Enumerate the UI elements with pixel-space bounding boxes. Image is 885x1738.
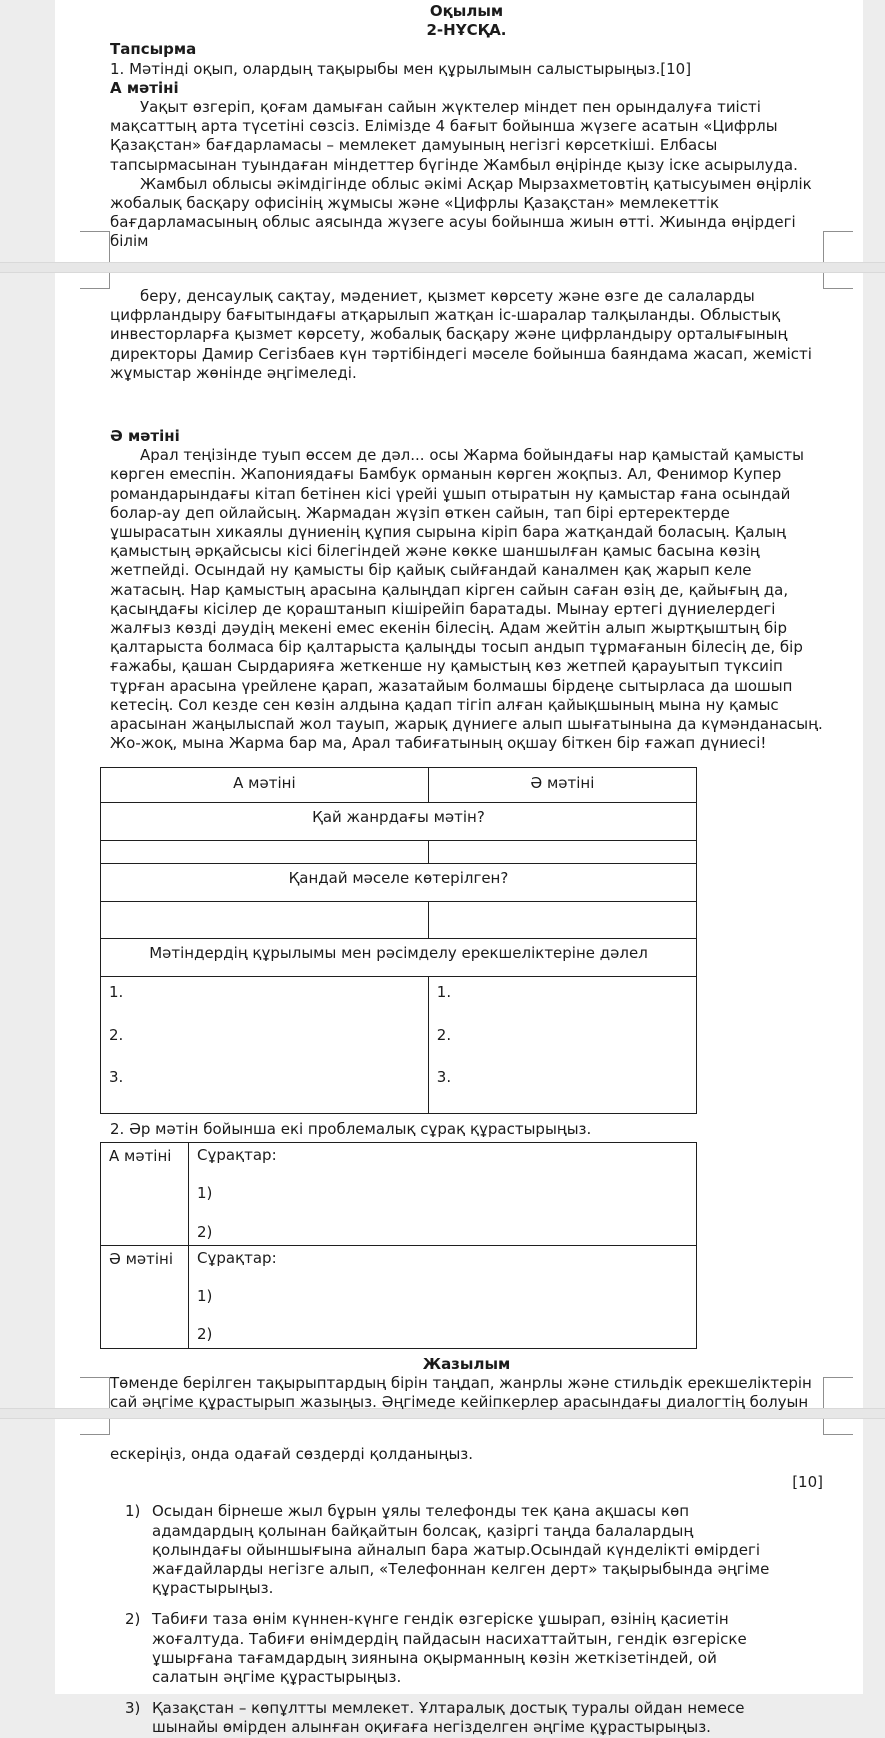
doc-title: Оқылым xyxy=(429,2,504,20)
task1-text: 1. Мәтінді оқып, олардың тақырыбы мен құрылымын салыстырыңыз.[10] xyxy=(110,59,692,78)
table1-question-issue: Қандай мәселе көтерілген? xyxy=(101,864,697,902)
comparison-table xyxy=(100,767,697,1114)
topics-list xyxy=(125,1502,773,1737)
topic-text: Қазақстан – көпұлтты мемлекет. Ұлтаралық достық туралы ойдан немесе шынайы өмірден алынған оқиғаға негізделген әңгіме құрастырыңыз. xyxy=(152,1699,745,1737)
table1-question-structure: Мәтіндердің құрылымы мен рәсімделу ерекшеліктеріне дәлел xyxy=(101,939,697,977)
question-item: 1) xyxy=(197,1287,213,1306)
table-row xyxy=(101,864,697,902)
list-item xyxy=(125,1699,773,1737)
writing-heading: Жазылым xyxy=(422,1354,511,1373)
list-number: 1. xyxy=(436,983,452,1002)
questions-cell-a xyxy=(189,1143,697,1246)
list-number: 1. xyxy=(109,983,124,1002)
question-item: 1) xyxy=(197,1184,213,1203)
list-number: 2. xyxy=(436,1025,452,1044)
table-row xyxy=(101,1245,697,1348)
crop-mark-top-left-icon xyxy=(80,1419,110,1435)
page-3 xyxy=(55,1419,863,1737)
table-row xyxy=(101,803,697,841)
table-row xyxy=(101,1143,697,1246)
topic-number: 3) xyxy=(125,1699,141,1718)
question-item: 2) xyxy=(197,1325,213,1344)
text-a-heading: А мәтіні xyxy=(110,78,179,97)
writing-intro-part1: Төменде берілген тақырыптардың бірін таңдап, жанрлы және стильдік ерекшеліктерін сай әңгіме құрастырып жазыңыз. Әңгімеде кейіпкерлер арасындағы диалогтің болуын xyxy=(110,1373,812,1411)
answer-cell-issue-a xyxy=(101,902,429,939)
topic-text: Табиғи таза өнім күннен-күнге гендік өзгеріске ұшырап, өзінің қасиетін жоғалтуда. Табиғи өнімдердің пайдасын насихаттайтын, гендік өзгеріске ұшырғана тағамдардың зиянына оқырманның көзін жеткізетіндей, ой салатын әңгіме құрастырыңыз. xyxy=(152,1610,747,1687)
table1-header-a: А мәтіні xyxy=(101,768,429,803)
task2-text: 2. Әр мәтін бойынша екі проблемалық сұрақ құрастырыңыз. xyxy=(110,1120,592,1139)
crop-mark-bottom-left-icon xyxy=(80,231,110,262)
list-item xyxy=(125,1610,773,1687)
list-number: 2. xyxy=(109,1025,124,1044)
answer-cell-issue-b xyxy=(428,902,696,939)
table-row xyxy=(101,977,697,1114)
text-a-paragraph-2-continued: беру, денсаулық сақтау, мәдениет, қызмет көрсету және өзге де салаларды цифрландыру бағытындағы атқарылып жатқан іс-шаралар талқыланды. Облыстық инвесторларға қызмет көрсету, жобалық басқару және цифрландыру орталығының директоры Дамир Сегізбаев күн тәртібіндегі мәселе бойынша баяндама жасап, жемісті жұмыстар жөнінде әңгімеледі. xyxy=(110,287,812,382)
questions-label: Сұрақтар: xyxy=(197,1146,277,1165)
page-gap-1 xyxy=(0,262,885,273)
table2-label-b: Ә мәтіні xyxy=(101,1245,189,1348)
list-item xyxy=(125,1502,773,1598)
page-1 xyxy=(55,0,863,262)
text-a-paragraph-2: Жамбыл облысы әкімдігінде облыс әкімі Асқар Мырзахметовтің қатысуымен өңірлік жобалық басқару офисінің жұмысы және «Цифрлы Қазақстан» мемлекеттік бағдарламасының облыс аясында жүзеге асуы бойынша жиын өтті. Жиында өңірдегі білім xyxy=(110,174,812,251)
table1-header-b: Ә мәтіні xyxy=(428,768,696,803)
answer-cell-genre-a xyxy=(101,841,429,864)
topic-number: 1) xyxy=(125,1502,141,1521)
answer-cell-structure-b xyxy=(428,977,696,1114)
table-row xyxy=(101,939,697,977)
list-number: 3. xyxy=(109,1067,124,1086)
crop-mark-top-right-icon xyxy=(823,1419,853,1435)
crop-mark-bottom-right-icon xyxy=(823,231,853,262)
table-row xyxy=(101,841,697,864)
text-a-paragraph-1: Уақыт өзгеріп, қоғам дамыған сайын жүктелер міндет пен орындалуға тиісті мақсаттың арта түсетіні сөзсіз. Елімізде 4 бағыт бойынша жүзеге асатын «Цифрлы Қазақстан» бағдарламасы – мемлекет дамуының негізгі көрсеткіші. Елбасы тапсырмасынан туындаған міндеттер бүгінде Жамбыл өңірінде қызу іске асырылуда. xyxy=(110,98,798,174)
table2-label-a: А мәтіні xyxy=(101,1143,189,1246)
question-item: 2) xyxy=(197,1222,213,1241)
score-badge: [10] xyxy=(792,1473,823,1492)
topic-text: Осыдан бірнеше жыл бұрын ұялы телефонды тек қана ақшасы көп адамдардың қолынан байқайтын болсақ, қазіргі таңда балалардың қолындағы ойыншығына айналып бара жатыр.Осындай күнделікті өмірдегі жағдайларды негізге алып, «Телефоннан келген дерт» тақырыбында әңгіме құрастырыңыз. xyxy=(152,1502,770,1598)
answer-cell-structure-a xyxy=(101,977,429,1114)
doc-variant: 2-НҰСҚА. xyxy=(426,21,507,40)
task-heading: Тапсырма xyxy=(110,40,197,59)
text-b-heading: Ә мәтіні xyxy=(110,427,180,446)
crop-mark-bottom-right-icon xyxy=(823,1377,853,1408)
crop-mark-top-right-icon xyxy=(823,273,853,289)
answer-cell-genre-b xyxy=(428,841,696,864)
page-2 xyxy=(55,273,863,1411)
table-row xyxy=(101,768,697,803)
table-row xyxy=(101,902,697,939)
crop-mark-top-left-icon xyxy=(80,273,110,289)
crop-mark-bottom-left-icon xyxy=(80,1377,110,1408)
table1-question-genre: Қай жанрдағы мәтін? xyxy=(101,803,697,841)
questions-table xyxy=(100,1142,697,1348)
questions-cell-b xyxy=(189,1245,697,1348)
list-number: 3. xyxy=(436,1067,452,1086)
questions-label: Сұрақтар: xyxy=(197,1248,277,1267)
writing-intro-part2: ескеріңіз, онда одағай сөздерді қолданыңыз. xyxy=(110,1445,474,1463)
text-b-paragraph: Арал теңізінде туып өссем де дәл... осы Жарма бойындағы нар қамыстай қамысты көрген емеспін. Жапониядағы Бамбук орманын көрген жоқпыз. Ал, Фенимор Купер романдарындағы кітап бетінен кісі үрейі ұшып отыратын ну қамыстар ғана осындай болар-ау деп ойлайсың. Жармадан жүзіп өткен сайын, тап бірі ертеректерде ұшырасатын хикаялы дүниенің құпия сырына кіріп бара жатқандай боласың. Қалың қамыстың әрқайсысы кісі білегіндей және көкке шаншылған қамыс басына көзің жетпейді. Осындай ну қамысты бір қайық сыйғандай каналмен қақ жарып келе жатасың. Нар қамыстың арасына қалыңдап кірген сайын саған өзің де, қайығың да, қасыңдағы кісілер де қораштанып кішірейіп баратады. Мынау ертегі дүниелердегі жалғыз көзді дәудің мекені емес екенін білесің. Адам жейтін алып жыртқыштың бір қалтарыста болмаса бір қалтарыста қалыңды тосып андып тұрмағанын білесің де, бір ғажабы, қашан Сырдарияға жеткенше ну қамыстың көз жетпей қарауытып түксиіп тұрған арасына үрейлене қарап, жазатайым болмашы бірдеңе сытырласа да шошып кетесің. Сол кезде сен көзін алдына қадап тігіп алған қайықшының мына ну қамыс арасынан жаңылыспай жол тауып, жарық дүниеге алып шығатынына да күмәнданасың. Жо-жоқ, мына Жарма бар ма, Арал табиғатының оқшау біткен бір ғажап дүниесі! xyxy=(110,446,823,753)
topic-number: 2) xyxy=(125,1610,141,1629)
